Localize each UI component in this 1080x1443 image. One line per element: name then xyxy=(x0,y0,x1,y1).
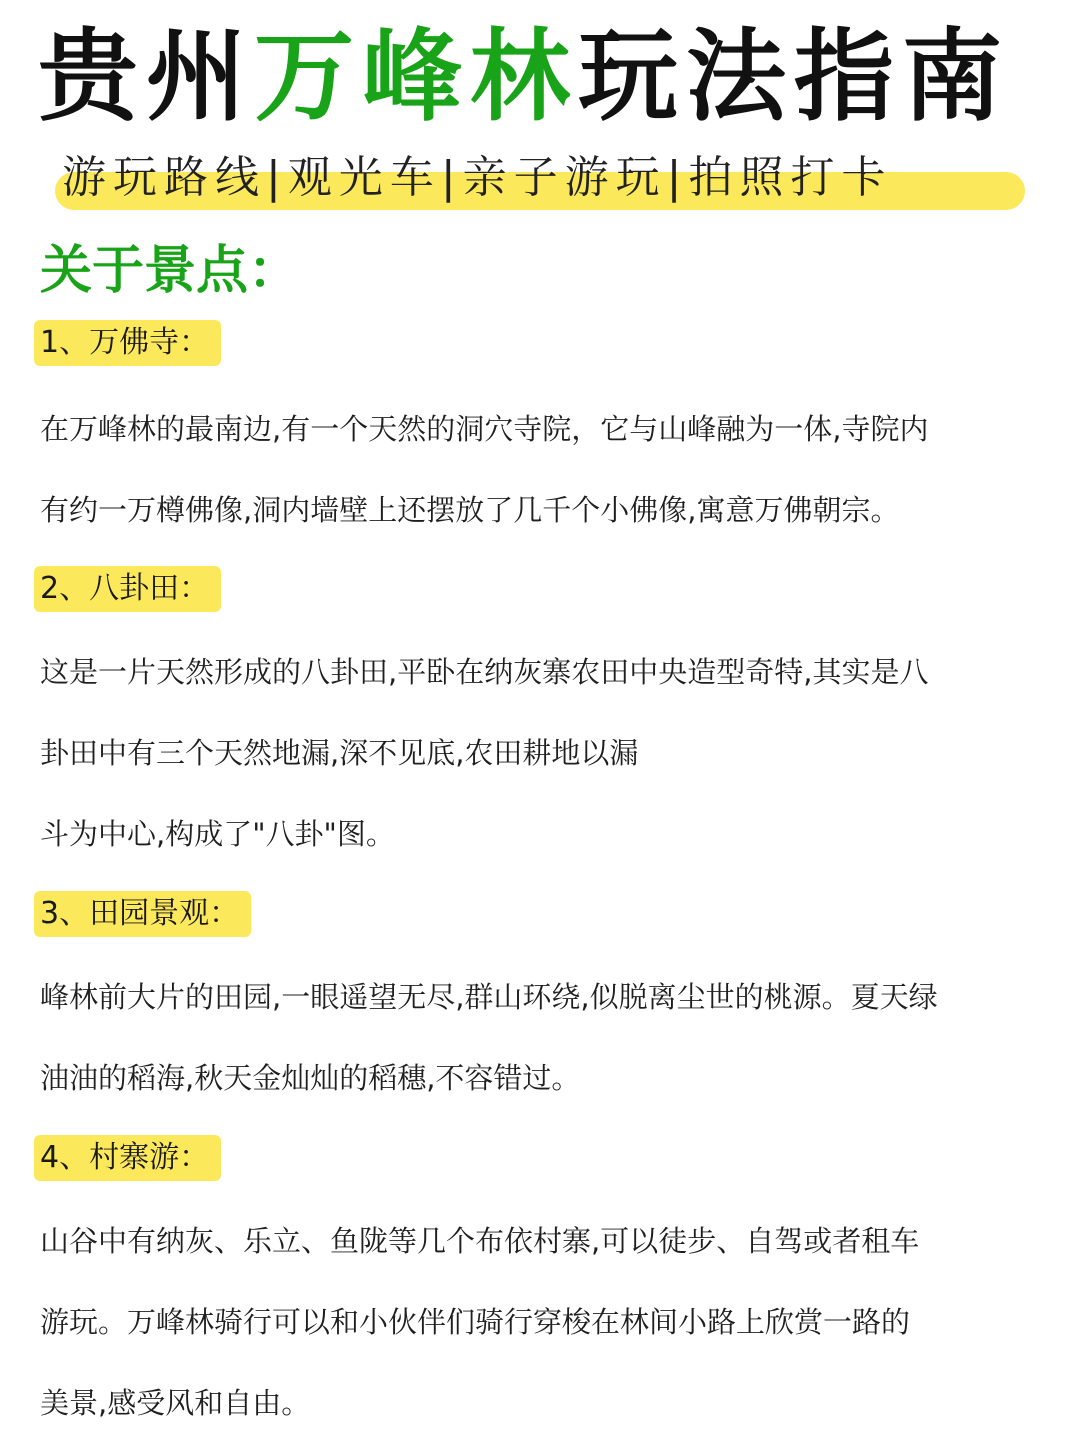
spot-text-line: 美景,感受风和自由。 xyxy=(40,1386,311,1420)
spot-label-pastoral-scenery: 3、田园景观： xyxy=(34,891,251,937)
spot-label-wanfo-temple: 1、万佛寺： xyxy=(34,320,221,366)
spot-text-line: 山谷中有纳灰、乐立、鱼陇等几个布依村寨,可以徒步、自驾或者租车 xyxy=(40,1224,920,1258)
spot-text-line: 斗为中心,构成了"八卦"图。 xyxy=(40,817,395,851)
spot-text-line: 有约一万樽佛像,洞内墙壁上还摆放了几千个小佛像,寓意万佛朝宗。 xyxy=(40,493,900,527)
spot-text-line: 油油的稻海,秋天金灿灿的稻穗,不容错过。 xyxy=(40,1061,581,1095)
title-part-wanfenglin: 万峰林 xyxy=(254,18,578,135)
page-title xyxy=(38,18,1048,136)
spot-text-line: 卦田中有三个天然地漏,深不见底,农田耕地以漏 xyxy=(40,736,639,770)
spot-text-line: 峰林前大片的田园,一眼遥望无尽,群山环绕,似脱离尘世的桃源。夏天绿 xyxy=(40,980,938,1014)
spot-text-line: 游玩。万峰林骑行可以和小伙伴们骑行穿梭在林间小路上欣赏一路的 xyxy=(40,1305,911,1339)
title-part-guide: 玩法指南 xyxy=(578,18,1010,135)
spot-text-line: 在万峰林的最南边,有一个天然的洞穴寺院，它与山峰融为一体,寺院内 xyxy=(40,412,929,446)
spot-text-line: 这是一片天然形成的八卦田,平卧在纳灰寨农田中央造型奇特,其实是八 xyxy=(40,655,929,689)
section-heading-about-spots: 关于景点： xyxy=(40,241,301,301)
subtitle: 游玩路线|观光车|亲子游玩|拍照打卡 xyxy=(62,152,893,203)
spot-label-village-tour: 4、村寨游： xyxy=(34,1135,221,1181)
title-part-guizhou: 贵州 xyxy=(38,18,254,135)
spot-label-bagua-field: 2、八卦田： xyxy=(34,566,221,612)
